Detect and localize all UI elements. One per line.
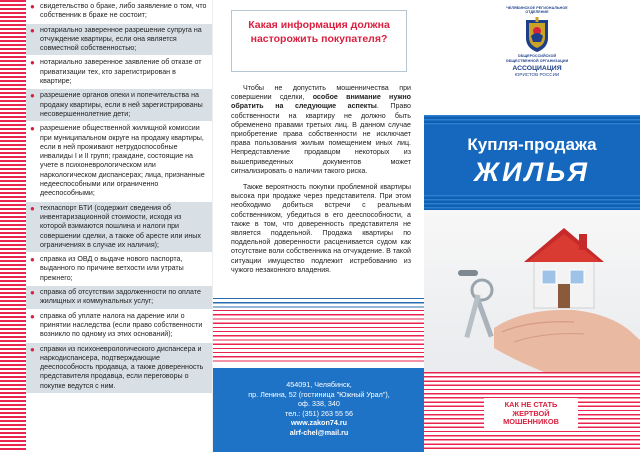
bullet-icon: ● bbox=[30, 203, 35, 213]
list-item: ● нотариально заверенное разрешение супруга на отчуждение квартиры, если она является совместной собственностью; bbox=[26, 24, 212, 57]
section-heading: Какая информация должна насторожить покупателя? bbox=[248, 19, 390, 45]
logo-title: АССОЦИАЦИЯ bbox=[512, 64, 562, 72]
contact-office: оф. 338, 340 bbox=[298, 399, 340, 409]
list-item: ● справка об отсутствии задолженности по оплате жилищных и коммунальных услуг; bbox=[26, 286, 212, 310]
cover-title-line2: ЖИЛЬЯ bbox=[474, 157, 590, 187]
contact-phone: тел.: (351) 263 55 56 bbox=[285, 408, 353, 418]
organization-logo bbox=[502, 6, 572, 110]
contact-postcode: 454091, Челябинск, bbox=[286, 380, 352, 389]
info-panel bbox=[212, 0, 424, 452]
logo-subtitle: ЮРИСТОВ РОССИИ bbox=[514, 72, 560, 78]
red-stripe-decoration bbox=[213, 310, 424, 364]
subtitle-badge: КАК НЕ СТАТЬ ЖЕРТВОЙ МОШЕННИКОВ bbox=[484, 398, 578, 430]
bullet-icon: ● bbox=[30, 25, 35, 35]
checklist-panel bbox=[0, 0, 212, 452]
list-item: ● справка об уплате налога на дарение или о принятии наследства (если право собственности возникло по одному из этих оснований); bbox=[26, 310, 212, 343]
paragraph-1: Чтобы не допустить мошенничества при совершении сделки, особое внимание нужно обратить на следующие аспекты. Право собственности на квартиру не должно быть обременено правами третьих лиц. В данном случае приобретение права собственности не исключает права пользования жилым помещением иных лиц. Непредставление продавцом некоторых из вышеприведенных документов может сигнализировать о наличии такого риска. bbox=[231, 84, 411, 175]
contact-website[interactable]: www.zakon74.ru bbox=[290, 418, 348, 428]
cover-panel bbox=[424, 0, 640, 452]
list-item: ● справки из психоневрологического диспансера и наркодиспансера, подтверждающие дееспособность продавца, а также доверенность представителя продавца, если переговоры о покупке ведутся с ним. bbox=[26, 343, 212, 394]
contact-address: пр. Ленина, 52 (гостиница "Южный Урал"), bbox=[248, 389, 390, 399]
bullet-icon: ● bbox=[30, 58, 35, 68]
contact-email[interactable]: alrf-chel@mail.ru bbox=[289, 427, 349, 437]
bullet-icon: ● bbox=[30, 124, 35, 134]
list-item: ● нотариально заверенное заявление об отказе от приватизации тех, кто зарегистрирован в квартире; bbox=[26, 56, 212, 89]
list-item: ● свидетельство о браке, либо заявление о том, что собственник в браке не состоит; bbox=[26, 0, 212, 24]
bullet-icon: ● bbox=[30, 255, 35, 265]
bullet-icon: ● bbox=[30, 288, 35, 298]
blue-stripe-decoration bbox=[213, 298, 424, 310]
bullet-icon: ● bbox=[30, 2, 35, 11]
paragraph-2: Также вероятность покупки проблемной квартиры высока при продаже через представителя. При этом необходимо добиться встречи с реальным собственником, убедиться в его дееспособности, а также в том, что доверенность представителя не является поддельной. Продажа квартиры по поддельной доверенности расценивается судом как отсутствие воли собственника на отчуждение. В такой ситуации имущество подлежит истребованию из чужого незаконного владения. bbox=[231, 183, 411, 274]
list-item: ● разрешение органов опеки и попечительства на продажу квартиры, если в ней зарегистрированы несовершеннолетние дети; bbox=[26, 89, 212, 122]
logo-mid-text: ОБЩЕРОССИЙСКОЙ ОБЩЕСТВЕННОЙ ОРГАНИЗАЦИИ bbox=[505, 54, 569, 63]
list-item: ● техпаспорт БТИ (содержит сведения об инвентаризационной стоимости, исходя из которой взимаются пошлина и налоги при совершении сделки, а также об аресте или иных ограничениях в случае их наличия); bbox=[26, 202, 212, 253]
house-keys-image bbox=[424, 210, 640, 372]
bullet-icon: ● bbox=[30, 91, 35, 101]
list-item: ● разрешение общественной жилищной комиссии при муниципальном округе на продажу квартиры, если в ней проживают нетрудоспособные инвалиды I и II групп; граждане, состоящие на учете в психоневрологическом или наркологическом диспансерах; лица, признанные недееспособными или ограниченно дееспособными; bbox=[26, 122, 212, 201]
house-in-hand-icon bbox=[424, 210, 640, 372]
eagle-emblem-icon bbox=[520, 16, 554, 54]
bullet-icon: ● bbox=[30, 311, 35, 321]
list-item: ● справка из ОВД о выдаче нового паспорта, выданного по причине ветхости или утраты прежнего; bbox=[26, 253, 212, 286]
logo-top-text: ЧЕЛЯБИНСКОЕ РЕГИОНАЛЬНОЕ ОТДЕЛЕНИЕ bbox=[506, 6, 568, 15]
document-checklist bbox=[26, 0, 212, 452]
red-stripe-decoration bbox=[0, 0, 26, 452]
cover-title-line1: Купля-продажа bbox=[467, 135, 597, 154]
bullet-icon: ● bbox=[30, 344, 35, 354]
contact-block bbox=[213, 368, 424, 452]
article-body bbox=[231, 84, 411, 282]
